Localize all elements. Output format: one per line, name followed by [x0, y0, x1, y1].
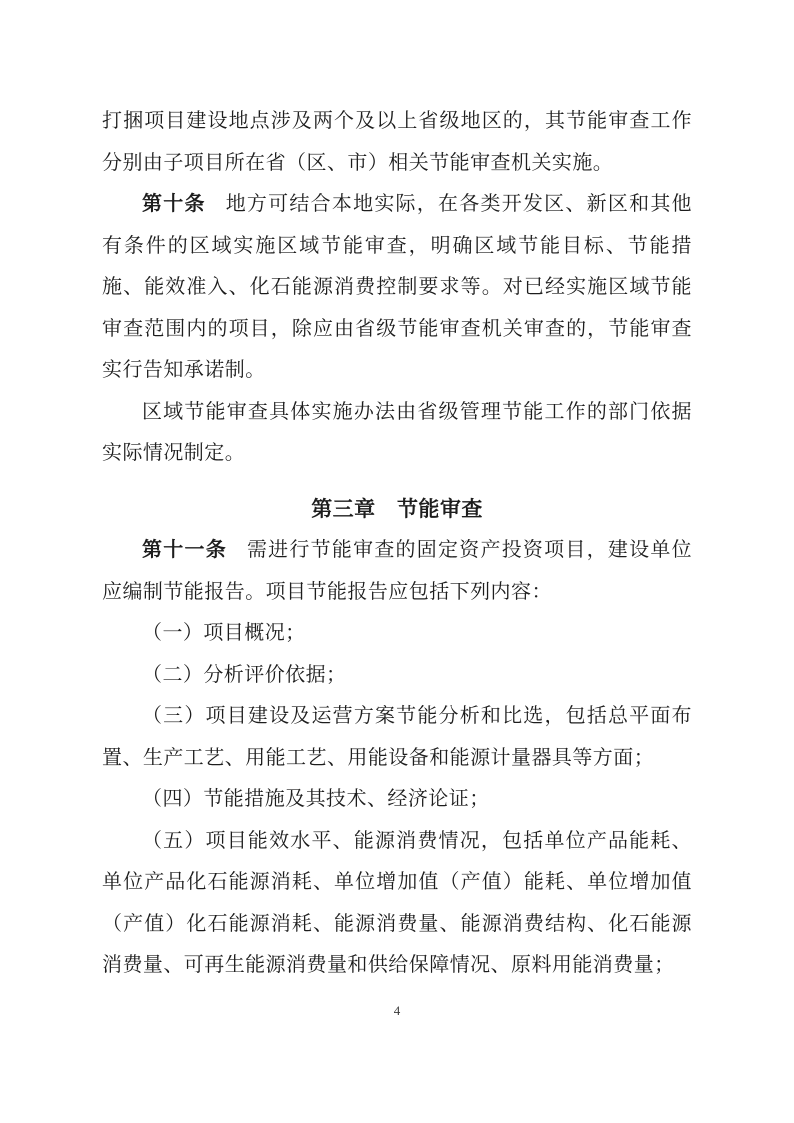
list-item-2: （二）分析评价依据； — [142, 663, 347, 686]
list-item-4: （四）节能措施及其技术、经济论证； — [142, 788, 490, 810]
paragraph-article-11 — [102, 530, 692, 613]
paragraph-regional-measures: 区域节能审查具体实施办法由省级管理节能工作的部门依据实际情况制定。 — [102, 400, 692, 464]
article-text: 地方可结合本地实际，在各类开发区、新区和其他有条件的区域实施区域节能审查，明确区域节能目标、节能措施、能效准入、化石能源消费控制要求等。对已经实施区域节能审查范围内的项目，除应由省级节能审查机关审查的，节能审查实行告知承诺制。 — [102, 193, 692, 381]
page-number: 4 — [393, 1003, 401, 1018]
article-number: 第十条 — [142, 193, 206, 215]
paragraph-continuation: 打捆项目建设地点涉及两个及以上省级地区的，其节能审查工作分别由子项目所在省（区、市）相关节能审查机关实施。 — [102, 110, 692, 174]
list-item-5: （五）项目能效水平、能源消费情况，包括单位产品能耗、单位产品化石能源消耗、单位增加值（产值）能耗、单位增加值（产值）化石能源消耗、能源消费量、能源消费结构、化石能源消费量、可再生能源消费量和供给保障情况、原料用能消费量； — [102, 829, 692, 976]
chapter-heading: 第三章 节能审查 — [311, 496, 483, 521]
article-number: 第十一条 — [142, 539, 227, 561]
list-item-3: （三）项目建设及运营方案节能分析和比选，包括总平面布置、生产工艺、用能工艺、用能设备和能源计量器具等方面； — [102, 705, 692, 769]
list-item-1: （一）项目概况； — [142, 622, 306, 644]
article-text: 需进行节能审查的固定资产投资项目，建设单位应编制节能报告。项目节能报告应包括下列内容： — [102, 539, 692, 603]
paragraph-article-10 — [102, 184, 692, 392]
